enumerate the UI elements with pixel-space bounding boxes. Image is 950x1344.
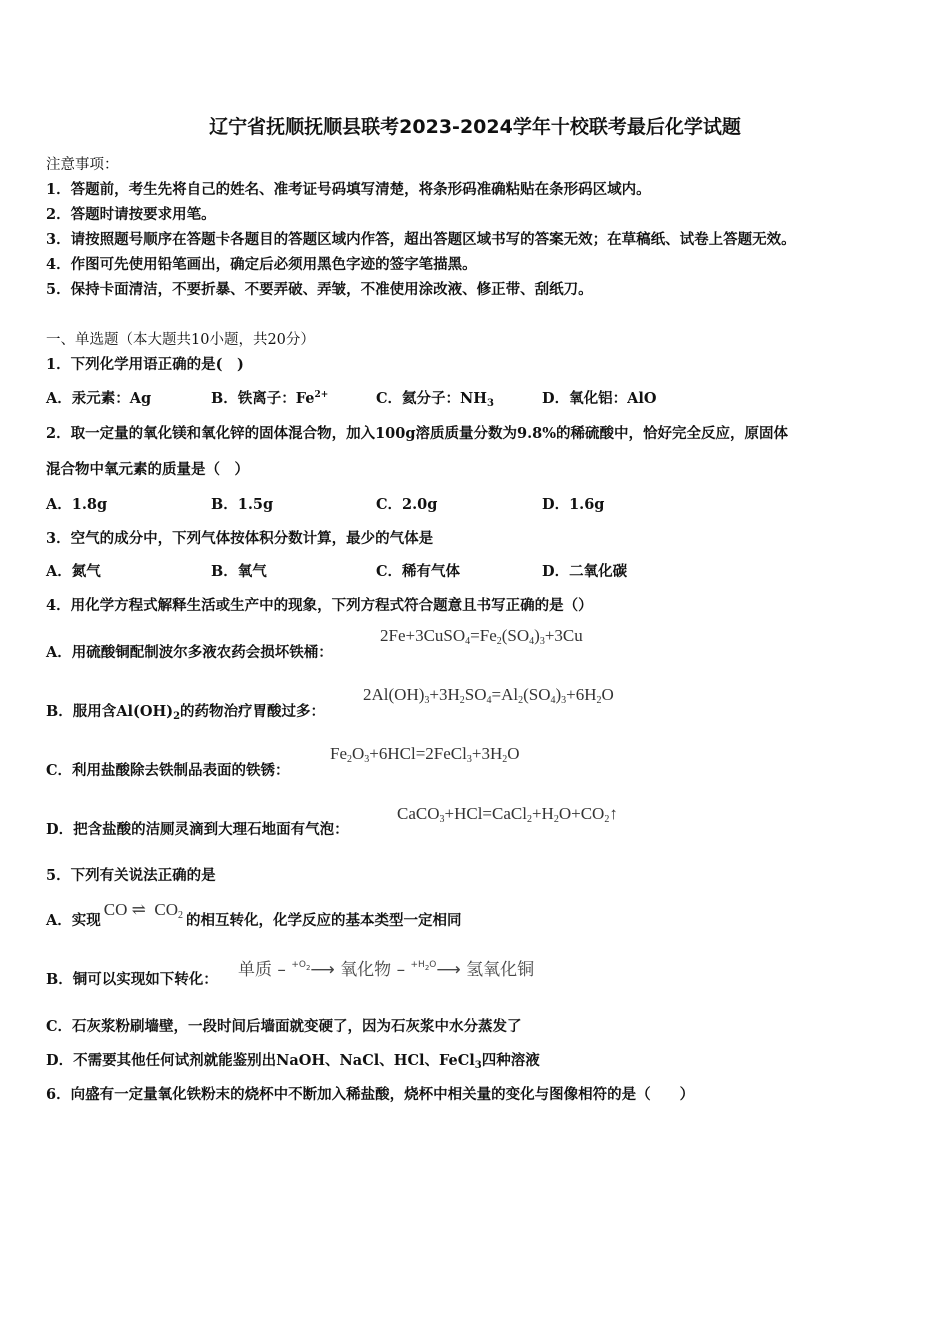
- q4-option-a-equation: $2Fe+3CuSO_4=Fe_2(SO_4)_3+3Cu$: [380, 626, 583, 647]
- q3-option-c: C．稀有气体: [376, 563, 461, 580]
- q2-option-a: A．1.8g: [46, 496, 108, 513]
- notice-item-3: 3．请按照题号顺序在答题卡各题目的答题区域内作答，超出答题区域书写的答案无效；在草稿纸、试卷上答题无效。: [46, 231, 796, 248]
- q4-stem: 4．用化学方程式解释生活或生产中的现象，下列方程式符合题意且书写正确的是（）: [46, 597, 593, 614]
- q1-option-b: [211, 387, 328, 408]
- q4-option-a-label: A．用硫酸铜配制波尔多液农药会损坏铁桶：: [46, 644, 333, 661]
- q3-stem: 3．空气的成分中，下列气体按体积分数计算，最少的气体是: [46, 530, 434, 547]
- q4-option-d-equation: $CaCO_3+HCl=CaCl_2+H_2O+CO_2↑$: [397, 804, 618, 825]
- notice-item-1: 1．答题前，考生先将自己的姓名、准考证号码填写清楚，将条形码准确粘贴在条形码区域内。: [46, 181, 651, 198]
- q1-option-b-text: B．铁离子：Fe: [211, 390, 315, 407]
- q4-option-b-equation: $2Al(OH)_3+3H_2SO_4=Al_2(SO_4)_3+6H_2O$: [363, 685, 614, 706]
- q6-stem: 6．向盛有一定量氧化铁粉末的烧杯中不断加入稀盐酸，烧杯中相关量的变化与图像相符的是（ ）: [46, 1086, 695, 1103]
- q4-option-c-label: C．利用盐酸除去铁制品表面的铁锈：: [46, 762, 290, 779]
- q1-option-b-charge: 2+: [314, 390, 329, 400]
- q4-option-b-label: B．服用含$Al(OH)_2$的药物治疗胃酸过多：: [46, 703, 326, 722]
- q5-option-a: A．实现CO ⇌ $CO_2$ 的相互转化，化学反应的基本类型一定相同: [46, 900, 462, 929]
- q1-option-c-text: C．氦分子：NH: [376, 390, 487, 407]
- notice-item-5: 5．保持卡面清洁，不要折暴、不要弄破、弄皱，不准使用涂改液、修正带、刮纸刀。: [46, 281, 593, 298]
- q4-option-d-label: D．把含盐酸的洁厕灵滴到大理石地面有气泡：: [46, 821, 349, 838]
- q1-option-c-sub: 3: [487, 398, 494, 409]
- q5-option-b-scheme: 单质 – $^{+O_2}$⟶ 氧化物 – $^{+H_2O}$⟶ 氢氧化铜: [238, 960, 535, 980]
- q2-stem-line1: 2．取一定量的氧化镁和氧化锌的固体混合物，加入100g溶质质量分数为9.8%的稀硫酸中，恰好完全反应，原固体: [46, 425, 788, 442]
- q5-option-d: D．不需要其他任何试剂就能鉴别出NaOH、NaCl、HCl、FeCl$_3$四种溶液: [46, 1052, 540, 1071]
- q2-stem-line2: 混合物中氧元素的质量是（ ）: [46, 461, 249, 478]
- q5-option-b-label: B．铜可以实现如下转化：: [46, 971, 218, 988]
- q3-option-d: D．二氧化碳: [542, 563, 628, 580]
- notice-heading: 注意事项：: [46, 157, 119, 173]
- notice-item-2: 2．答题时请按要求用笔。: [46, 206, 216, 223]
- q2-option-d: D．1.6g: [542, 496, 605, 513]
- q3-option-b: B．氧气: [211, 563, 267, 580]
- q2-option-c: C．2.0g: [376, 496, 438, 513]
- notice-item-4: 4．作图可先使用铅笔画出，确定后必须用黑色字迹的签字笔描黑。: [46, 256, 477, 273]
- q5-stem: 5．下列有关说法正确的是: [46, 867, 216, 884]
- q2-option-b: B．1.5g: [211, 496, 274, 513]
- q3-option-a: A．氮气: [46, 563, 101, 580]
- q5-option-c: C．石灰浆粉刷墙壁，一段时间后墙面就变硬了，因为石灰浆中水分蒸发了: [46, 1018, 522, 1035]
- q4-option-c-equation: $Fe_2O_3+6HCl=2FeCl_3+3H_2O$: [330, 744, 520, 765]
- page-title: 辽宁省抚顺抚顺县联考2023-2024学年十校联考最后化学试题: [209, 116, 741, 138]
- section-heading: 一、单选题（本大题共10小题，共20分）: [46, 332, 315, 348]
- q1-option-d: D．氧化铝：AlO: [542, 390, 657, 407]
- q1-option-a: A．汞元素：Ag: [46, 390, 152, 407]
- q1-stem: 1．下列化学用语正确的是( ): [46, 356, 244, 373]
- q1-option-c: [376, 387, 494, 409]
